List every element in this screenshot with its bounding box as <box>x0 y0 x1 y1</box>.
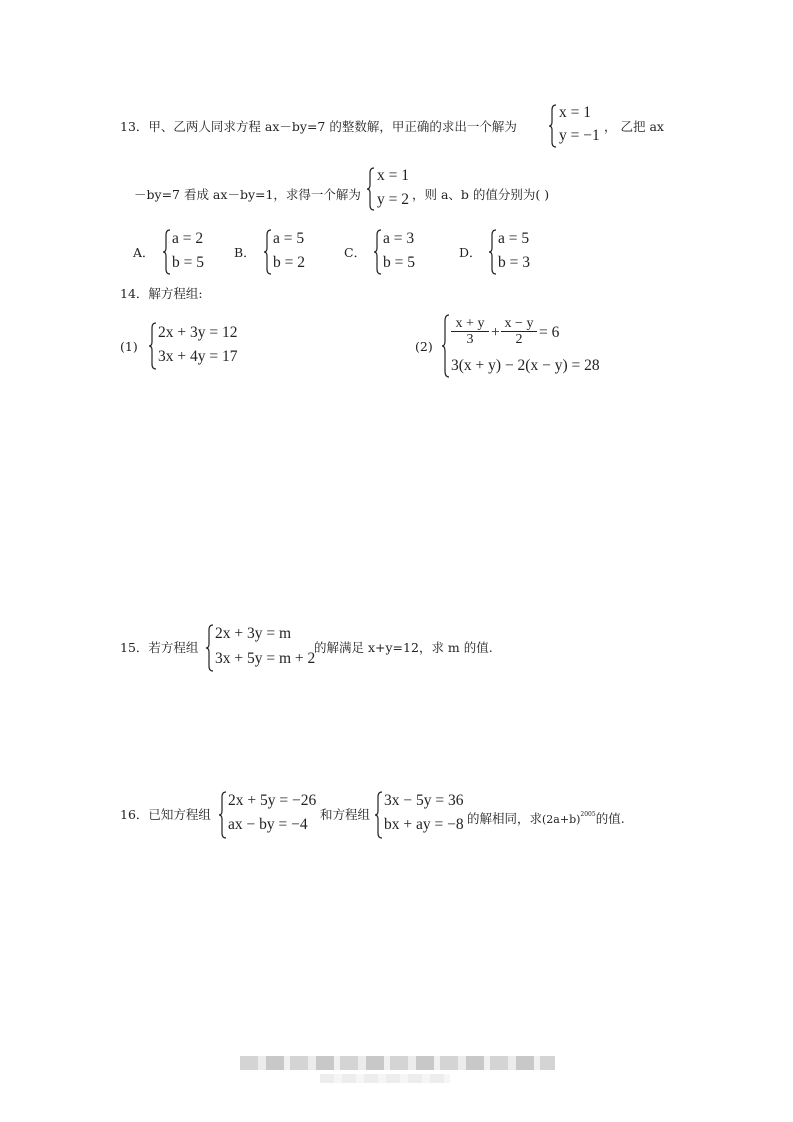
q16-suffix-post: 的值. <box>595 811 625 826</box>
option-a-system <box>162 229 212 275</box>
q14-title: 14．解方程组: <box>120 286 203 301</box>
q16-exponent: 2005 <box>580 811 596 818</box>
q16-system-b-eq1: 3x − 5y = 36 <box>384 792 464 809</box>
q16-system-a-eq2: ax − by = −4 <box>228 816 308 833</box>
q13-solution2-eq1: x = 1 <box>377 167 409 184</box>
q14-part2-fraction1 <box>451 316 489 347</box>
option-c-label: C． <box>344 245 367 260</box>
q13-line2-tail: ，则 a、b 的值分别为( ) <box>412 187 550 202</box>
q14-part2-plus: + <box>491 324 500 341</box>
option-d-eq2: b = 3 <box>498 254 530 271</box>
q14-part1-system <box>148 322 248 370</box>
q16-system-a-eq1: 2x + 5y = −26 <box>228 792 317 809</box>
fraction1-denominator: 3 <box>466 332 474 347</box>
q15-system <box>205 624 315 672</box>
fraction2-denominator: 2 <box>515 332 523 347</box>
q15-suffix: 的解满足 x+y=12，求 m 的值. <box>314 640 493 655</box>
option-b-eq1: a = 5 <box>273 230 305 247</box>
q15-eq1: 2x + 3y = m <box>215 625 292 642</box>
q14-part2-eq2: 3(x + y) − 2(x − y) = 28 <box>451 357 600 374</box>
q14-part2-system <box>441 314 611 378</box>
q13-solution2-eq2: y = 2 <box>377 191 409 208</box>
brace-icon <box>548 104 558 148</box>
option-b-label: B． <box>234 245 256 260</box>
q16-suffix <box>467 807 625 828</box>
brace-icon <box>366 167 376 211</box>
option-c-eq2: b = 5 <box>383 254 415 271</box>
option-c-system <box>373 229 423 275</box>
q14-part2-fraction2 <box>501 316 537 347</box>
fraction1-numerator: x + y <box>455 316 485 331</box>
q15-eq2: 3x + 5y = m + 2 <box>215 650 316 667</box>
q13-solution1-eq2: y = −1 <box>559 127 600 144</box>
blurred-footer <box>240 1056 555 1070</box>
q16-prefix: 16．已知方程组 <box>120 807 211 822</box>
q16-expression: (2a+b) <box>542 813 581 826</box>
q15-prefix: 15．若方程组 <box>120 640 199 655</box>
q14-part1-eq2: 3x + 4y = 17 <box>158 348 238 365</box>
q16-system-a <box>218 791 323 839</box>
q16-system-b-eq2: bx + ay = −8 <box>384 816 464 833</box>
q13-solution1-system <box>548 104 608 148</box>
q14-part2-eq1-rhs: = 6 <box>539 324 560 341</box>
q14-part1-eq1: 2x + 3y = 12 <box>158 324 238 341</box>
q16-middle: 和方程组 <box>320 807 371 822</box>
option-b-eq2: b = 2 <box>273 254 305 271</box>
q13-line2: －by=7 看成 ax－by=1，求得一个解为 <box>134 187 361 202</box>
q14-part1-label: (1) <box>120 339 138 354</box>
option-a-eq2: b = 5 <box>172 254 204 271</box>
option-d-system <box>488 229 538 275</box>
option-c-eq1: a = 3 <box>383 230 415 247</box>
q16-system-b <box>374 791 474 839</box>
q14-part2-label: (2) <box>415 339 433 354</box>
option-d-eq1: a = 5 <box>498 230 530 247</box>
option-a-eq1: a = 2 <box>172 230 204 247</box>
option-b-system <box>263 229 313 275</box>
q13-line1: 13．甲、乙两人同求方程 ax－by=7 的整数解，甲正确的求出一个解为 <box>120 119 517 134</box>
fraction2-numerator: x − y <box>504 316 534 331</box>
q16-suffix-pre: 的解相同，求 <box>467 811 543 826</box>
option-a-label: A． <box>133 245 155 260</box>
option-d-label: D． <box>459 245 482 260</box>
blurred-footer-line2 <box>320 1074 450 1083</box>
q13-solution1-eq1: x = 1 <box>559 104 591 121</box>
q13-line1-tail: ， 乙把 ax <box>604 119 664 134</box>
